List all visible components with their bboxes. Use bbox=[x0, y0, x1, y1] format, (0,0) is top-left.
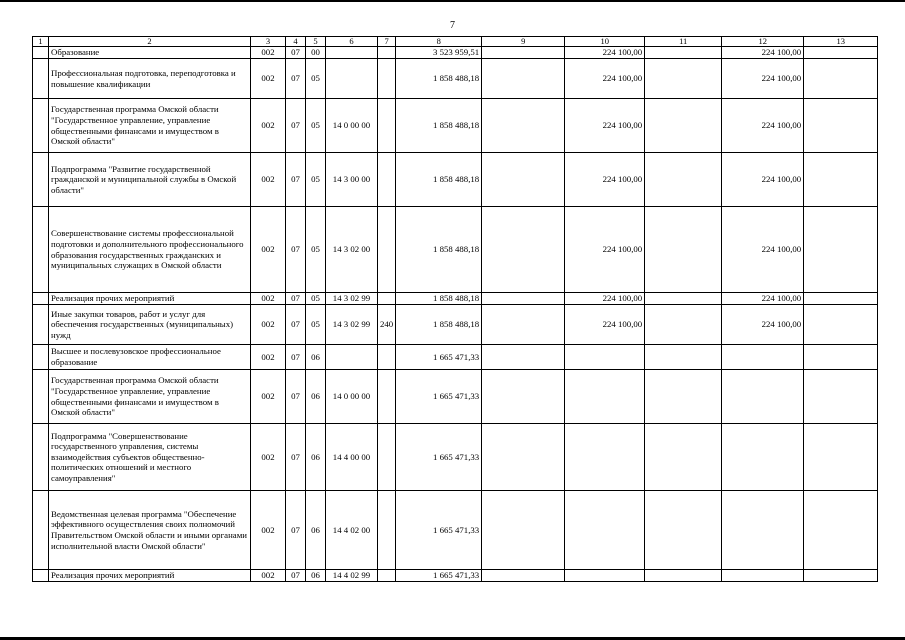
cell-c7 bbox=[378, 59, 396, 99]
cell-c11 bbox=[645, 305, 722, 345]
cell-c8: 1 858 488,18 bbox=[396, 207, 482, 293]
column-header: 3 bbox=[251, 37, 286, 47]
cell-c13 bbox=[804, 153, 878, 207]
table-row bbox=[33, 207, 878, 293]
row-name: Высшее и послевузовское профессиональное образование bbox=[49, 345, 251, 370]
cell-c9 bbox=[482, 293, 565, 305]
row-empty-cell bbox=[33, 370, 49, 424]
cell-c8: 1 858 488,18 bbox=[396, 59, 482, 99]
column-header: 8 bbox=[396, 37, 482, 47]
cell-c7 bbox=[378, 370, 396, 424]
cell-c8: 1 665 471,33 bbox=[396, 491, 482, 570]
row-name: Иные закупки товаров, работ и услуг для обеспечения государственных (муниципальных) нужд bbox=[49, 305, 251, 345]
row-name: Ведомственная целевая программа "Обеспечение эффективного осуществления своих полномочий Правительством Омской области и иными органами исполнительной власти Омской области" bbox=[49, 491, 251, 570]
cell-c3: 002 bbox=[251, 99, 286, 153]
cell-c6: 14 3 02 99 bbox=[326, 293, 378, 305]
row-name: Реализация прочих мероприятий bbox=[49, 570, 251, 582]
cell-c6: 14 4 00 00 bbox=[326, 424, 378, 491]
cell-c12: 224 100,00 bbox=[722, 153, 804, 207]
cell-c11 bbox=[645, 99, 722, 153]
cell-c3: 002 bbox=[251, 59, 286, 99]
cell-c4: 07 bbox=[286, 207, 306, 293]
cell-c11 bbox=[645, 345, 722, 370]
cell-c7 bbox=[378, 293, 396, 305]
table-row bbox=[33, 345, 878, 370]
cell-c8: 1 665 471,33 bbox=[396, 424, 482, 491]
row-name: Реализация прочих мероприятий bbox=[49, 293, 251, 305]
cell-c11 bbox=[645, 47, 722, 59]
table-row bbox=[33, 293, 878, 305]
cell-c10: 224 100,00 bbox=[565, 293, 645, 305]
table-row bbox=[33, 59, 878, 99]
cell-c3: 002 bbox=[251, 293, 286, 305]
cell-c5: 05 bbox=[306, 207, 326, 293]
cell-c11 bbox=[645, 59, 722, 99]
cell-c4: 07 bbox=[286, 345, 306, 370]
scan-top-edge bbox=[0, 0, 905, 2]
table-row bbox=[33, 570, 878, 582]
row-name: Совершенствование системы профессиональной подготовки и дополнительного профессионального образования государственных гражданских и муниципальных служащих в Омской области bbox=[49, 207, 251, 293]
cell-c9 bbox=[482, 424, 565, 491]
cell-c10 bbox=[565, 424, 645, 491]
cell-c5: 06 bbox=[306, 424, 326, 491]
cell-c10 bbox=[565, 370, 645, 424]
table-row bbox=[33, 153, 878, 207]
cell-c9 bbox=[482, 491, 565, 570]
cell-c5: 05 bbox=[306, 305, 326, 345]
cell-c4: 07 bbox=[286, 99, 306, 153]
cell-c3: 002 bbox=[251, 424, 286, 491]
cell-c6: 14 0 00 00 bbox=[326, 370, 378, 424]
cell-c10: 224 100,00 bbox=[565, 207, 645, 293]
cell-c4: 07 bbox=[286, 305, 306, 345]
cell-c8: 1 858 488,18 bbox=[396, 99, 482, 153]
table-row bbox=[33, 491, 878, 570]
cell-c5: 05 bbox=[306, 59, 326, 99]
cell-c7 bbox=[378, 570, 396, 582]
cell-c6: 14 0 00 00 bbox=[326, 99, 378, 153]
row-empty-cell bbox=[33, 345, 49, 370]
row-name: Государственная программа Омской области "Государственное управление, управление общественными финансами и имуществом в Омской области" bbox=[49, 99, 251, 153]
row-name: Образование bbox=[49, 47, 251, 59]
row-empty-cell bbox=[33, 491, 49, 570]
cell-c5: 06 bbox=[306, 491, 326, 570]
cell-c7 bbox=[378, 345, 396, 370]
cell-c9 bbox=[482, 153, 565, 207]
row-name: Подпрограмма "Совершенствование государственного управления, системы взаимодействия субъектов общественно-политических отношений и местного самоуправления" bbox=[49, 424, 251, 491]
row-empty-cell bbox=[33, 207, 49, 293]
cell-c3: 002 bbox=[251, 491, 286, 570]
page-number: 7 bbox=[450, 20, 455, 31]
cell-c4: 07 bbox=[286, 424, 306, 491]
cell-c7 bbox=[378, 491, 396, 570]
cell-c3: 002 bbox=[251, 370, 286, 424]
cell-c8: 1 665 471,33 bbox=[396, 370, 482, 424]
cell-c9 bbox=[482, 305, 565, 345]
cell-c7 bbox=[378, 424, 396, 491]
table-row bbox=[33, 424, 878, 491]
column-header: 7 bbox=[378, 37, 396, 47]
cell-c12: 224 100,00 bbox=[722, 293, 804, 305]
cell-c9 bbox=[482, 345, 565, 370]
column-header: 11 bbox=[645, 37, 722, 47]
cell-c13 bbox=[804, 99, 878, 153]
cell-c12: 224 100,00 bbox=[722, 59, 804, 99]
row-empty-cell bbox=[33, 293, 49, 305]
cell-c6: 14 4 02 00 bbox=[326, 491, 378, 570]
cell-c3: 002 bbox=[251, 207, 286, 293]
cell-c13 bbox=[804, 293, 878, 305]
cell-c5: 05 bbox=[306, 99, 326, 153]
cell-c8: 1 858 488,18 bbox=[396, 305, 482, 345]
column-header: 10 bbox=[565, 37, 645, 47]
cell-c3: 002 bbox=[251, 153, 286, 207]
cell-c5: 06 bbox=[306, 370, 326, 424]
cell-c5: 00 bbox=[306, 47, 326, 59]
row-empty-cell bbox=[33, 570, 49, 582]
column-header: 5 bbox=[306, 37, 326, 47]
cell-c13 bbox=[804, 570, 878, 582]
cell-c10 bbox=[565, 570, 645, 582]
row-name: Государственная программа Омской области "Государственное управление, управление общественными финансами и имуществом в Омской области" bbox=[49, 370, 251, 424]
cell-c4: 07 bbox=[286, 153, 306, 207]
cell-c11 bbox=[645, 293, 722, 305]
cell-c7 bbox=[378, 153, 396, 207]
cell-c8: 3 523 959,51 bbox=[396, 47, 482, 59]
cell-c8: 1 858 488,18 bbox=[396, 153, 482, 207]
cell-c5: 05 bbox=[306, 293, 326, 305]
cell-c7 bbox=[378, 99, 396, 153]
cell-c9 bbox=[482, 59, 565, 99]
column-header: 2 bbox=[49, 37, 251, 47]
cell-c13 bbox=[804, 345, 878, 370]
cell-c10: 224 100,00 bbox=[565, 153, 645, 207]
cell-c7 bbox=[378, 47, 396, 59]
cell-c8: 1 665 471,33 bbox=[396, 570, 482, 582]
cell-c9 bbox=[482, 207, 565, 293]
cell-c5: 05 bbox=[306, 153, 326, 207]
column-header: 12 bbox=[722, 37, 804, 47]
cell-c10: 224 100,00 bbox=[565, 305, 645, 345]
cell-c4: 07 bbox=[286, 370, 306, 424]
cell-c5: 06 bbox=[306, 570, 326, 582]
cell-c11 bbox=[645, 370, 722, 424]
cell-c13 bbox=[804, 424, 878, 491]
table-row bbox=[33, 370, 878, 424]
column-header: 4 bbox=[286, 37, 306, 47]
cell-c13 bbox=[804, 207, 878, 293]
cell-c13 bbox=[804, 59, 878, 99]
cell-c10 bbox=[565, 345, 645, 370]
cell-c8: 1 858 488,18 bbox=[396, 293, 482, 305]
cell-c13 bbox=[804, 47, 878, 59]
cell-c9 bbox=[482, 570, 565, 582]
column-header: 6 bbox=[326, 37, 378, 47]
cell-c9 bbox=[482, 47, 565, 59]
cell-c10: 224 100,00 bbox=[565, 99, 645, 153]
cell-c12 bbox=[722, 424, 804, 491]
cell-c11 bbox=[645, 153, 722, 207]
cell-c11 bbox=[645, 491, 722, 570]
table-row bbox=[33, 47, 878, 59]
row-empty-cell bbox=[33, 305, 49, 345]
cell-c5: 06 bbox=[306, 345, 326, 370]
cell-c12 bbox=[722, 570, 804, 582]
column-number-header bbox=[33, 37, 878, 47]
cell-c12: 224 100,00 bbox=[722, 47, 804, 59]
cell-c6: 14 3 00 00 bbox=[326, 153, 378, 207]
row-empty-cell bbox=[33, 424, 49, 491]
cell-c9 bbox=[482, 99, 565, 153]
cell-c4: 07 bbox=[286, 293, 306, 305]
row-name: Профессиональная подготовка, переподготовка и повышение квалификации bbox=[49, 59, 251, 99]
cell-c9 bbox=[482, 370, 565, 424]
row-name: Подпрограмма "Развитие государственной гражданской и муниципальной службы в Омской области" bbox=[49, 153, 251, 207]
cell-c4: 07 bbox=[286, 59, 306, 99]
cell-c6: 14 3 02 00 bbox=[326, 207, 378, 293]
cell-c3: 002 bbox=[251, 47, 286, 59]
cell-c4: 07 bbox=[286, 491, 306, 570]
cell-c3: 002 bbox=[251, 570, 286, 582]
cell-c3: 002 bbox=[251, 345, 286, 370]
cell-c8: 1 665 471,33 bbox=[396, 345, 482, 370]
cell-c7: 240 bbox=[378, 305, 396, 345]
cell-c10: 224 100,00 bbox=[565, 47, 645, 59]
row-empty-cell bbox=[33, 47, 49, 59]
column-header: 9 bbox=[482, 37, 565, 47]
budget-table bbox=[32, 36, 878, 582]
cell-c6: 14 3 02 99 bbox=[326, 305, 378, 345]
cell-c11 bbox=[645, 207, 722, 293]
cell-c12 bbox=[722, 491, 804, 570]
cell-c13 bbox=[804, 491, 878, 570]
cell-c6 bbox=[326, 47, 378, 59]
cell-c11 bbox=[645, 570, 722, 582]
column-header: 1 bbox=[33, 37, 49, 47]
cell-c12: 224 100,00 bbox=[722, 305, 804, 345]
column-header: 13 bbox=[804, 37, 878, 47]
cell-c13 bbox=[804, 305, 878, 345]
cell-c3: 002 bbox=[251, 305, 286, 345]
cell-c12: 224 100,00 bbox=[722, 99, 804, 153]
table-row bbox=[33, 305, 878, 345]
cell-c4: 07 bbox=[286, 47, 306, 59]
cell-c12 bbox=[722, 345, 804, 370]
cell-c6 bbox=[326, 345, 378, 370]
table-row bbox=[33, 99, 878, 153]
cell-c6 bbox=[326, 59, 378, 99]
cell-c11 bbox=[645, 424, 722, 491]
row-empty-cell bbox=[33, 153, 49, 207]
row-empty-cell bbox=[33, 99, 49, 153]
cell-c12: 224 100,00 bbox=[722, 207, 804, 293]
cell-c13 bbox=[804, 370, 878, 424]
cell-c10 bbox=[565, 491, 645, 570]
cell-c6: 14 4 02 99 bbox=[326, 570, 378, 582]
cell-c12 bbox=[722, 370, 804, 424]
cell-c4: 07 bbox=[286, 570, 306, 582]
cell-c7 bbox=[378, 207, 396, 293]
row-empty-cell bbox=[33, 59, 49, 99]
cell-c10: 224 100,00 bbox=[565, 59, 645, 99]
